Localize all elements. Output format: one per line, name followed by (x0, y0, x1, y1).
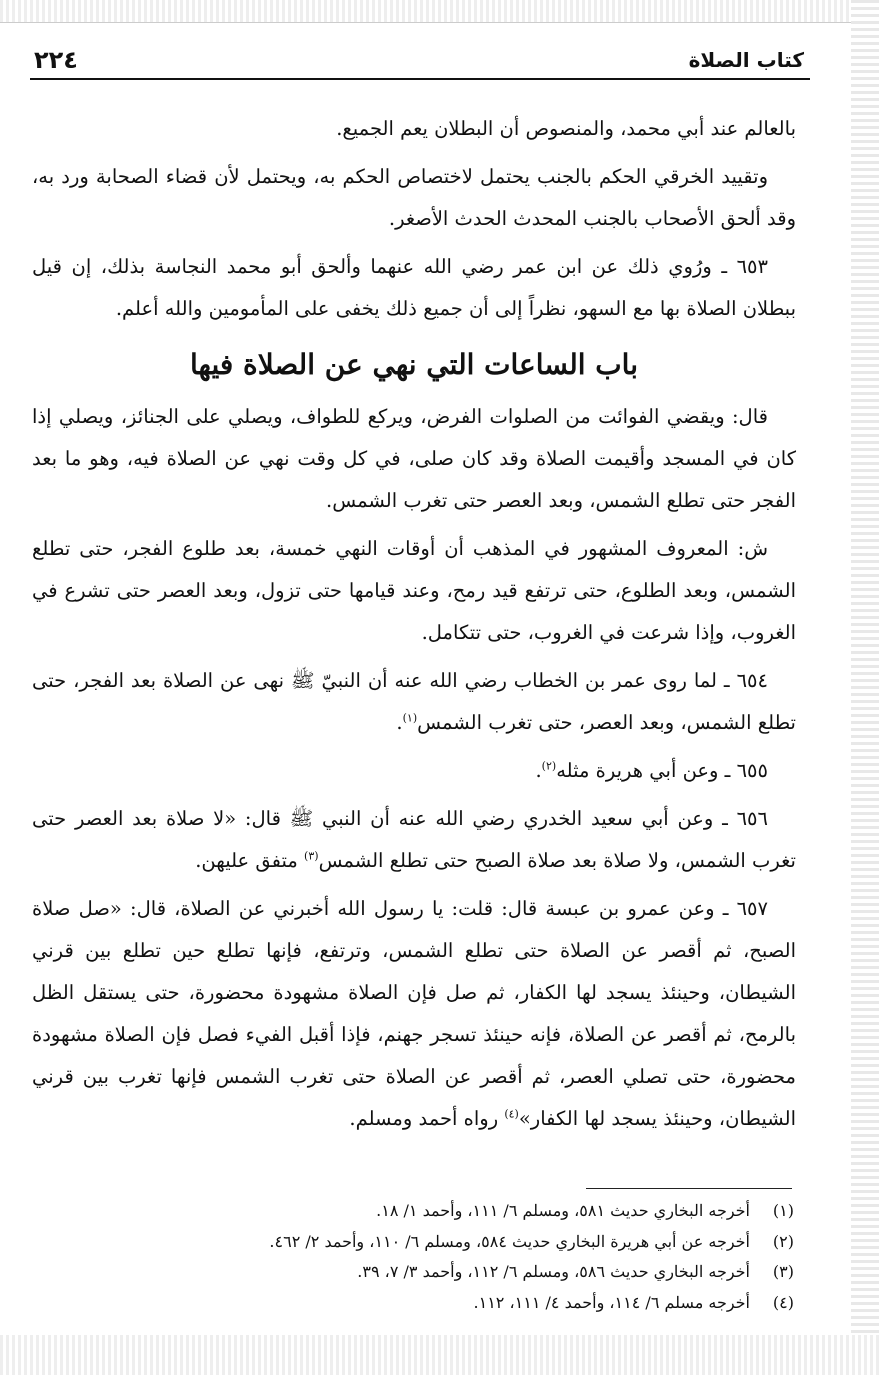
footnote-text: أخرجه عن أبي هريرة البخاري حديث ٥٨٤، ومسلم ٦/ ١١٠، وأحمد ٢/ ٤٦٢. (269, 1231, 750, 1251)
footnote-ref[interactable]: (٣) (304, 849, 319, 863)
footnote (40, 1196, 800, 1227)
paragraph: ٦٥٣ ـ ورُوي ذلك عن ابن عمر رضي الله عنهما وألحق أبو محمد النجاسة بذلك، إن قيل ببطلان الصلاة بها مع السهو، نظراً إلى أن جميع ذلك يخفى على المأمومين والله أعلم. (32, 255, 796, 320)
footnote-ref[interactable]: (٤) (504, 1107, 519, 1121)
paragraph: ش: المعروف المشهور في المذهب أن أوقات النهي خمسة، بعد طلوع الفجر، حتى تطلع الشمس، وبعد الطلوع، حتى ترتفع قيد رمح، وعند قيامها حتى تزول، وبعد العصر حتى تشرع في الغروب، وإذا شرعت في الغروب، حتى تتكامل. (32, 537, 796, 644)
paragraph: قال: ويقضي الفوائت من الصلوات الفرض، ويركع للطواف، ويصلي على الجنائز، ويصلي إذا كان في المسجد وأقيمت الصلاة وقد كان صلى، في كل وقت نهي عن الصلاة فيه، وهو ما بعد الفجر حتى تطلع الشمس، وبعد العصر حتى تغرب الشمس. (32, 405, 796, 512)
page-number: ٢٢٤ (34, 46, 78, 74)
footnote (40, 1257, 800, 1288)
footnotes (40, 1196, 800, 1318)
page-edge-ornament (851, 0, 879, 1375)
paragraph-text: ٦٥٦ ـ وعن أبي سعيد الخدري رضي الله عنه أن النبي ﷺ قال: «لا صلاة بعد العصر حتى تغرب الشمس، ولا صلاة بعد صلاة الصبح حتى تطلع الشمس (32, 807, 796, 872)
footnote-number: (٤) (772, 1292, 794, 1312)
footnote (40, 1288, 800, 1319)
paragraph (32, 750, 796, 792)
paragraph: وتقييد الخرقي الحكم بالجنب يحتمل لاختصاص الحكم به، ويحتمل لأن قضاء الصحابة ورد به، وقد ألحق الأصحاب بالجنب المحدث الحدث الأصغر. (32, 165, 796, 230)
footnote-number: (٣) (772, 1262, 794, 1281)
paragraph-text: ٦٥٤ ـ لما روى عمر بن الخطاب رضي الله عنه أن النبيّ ﷺ نهى عن الصلاة بعد الفجر، حتى تطلع الشمس، وبعد العصر، حتى تغرب الشمس (32, 669, 796, 734)
paragraph-text: ٦٥٥ ـ وعن أبي هريرة مثله (556, 759, 768, 782)
paragraph (32, 798, 796, 882)
page-top-ornament (0, 0, 879, 23)
footnote-text: أخرجه البخاري حديث ٥٨١، ومسلم ٦/ ١١١، وأحمد ١/ ١٨. (376, 1201, 750, 1220)
paragraph: بالعالم عند أبي محمد، والمنصوص أن البطلان يعم الجميع. (336, 117, 796, 140)
footnote-separator (586, 1188, 792, 1189)
paragraph-end: . (535, 759, 542, 782)
running-title: كتاب الصلاة (688, 48, 804, 72)
paragraph-end: رواه أحمد ومسلم. (349, 1107, 505, 1130)
footnote-number: (٢) (772, 1231, 794, 1251)
footnote-ref[interactable]: (٢) (541, 759, 557, 773)
paragraph (32, 660, 796, 744)
page-bottom-ornament (0, 1335, 879, 1375)
section-title: باب الساعات التي نهي عن الصلاة فيها (190, 348, 638, 381)
paragraph-end: . (396, 711, 403, 734)
page-header (30, 44, 810, 80)
footnote-text: أخرجه البخاري حديث ٥٨٦، ومسلم ٦/ ١١٢، وأحمد ٣/ ٧، ٣٩. (357, 1262, 750, 1281)
footnote-number: (١) (772, 1201, 794, 1220)
main-text (32, 108, 796, 1146)
paragraph-end: متفق عليهن. (195, 849, 305, 872)
footnote-text: أخرجه مسلم ٦/ ١١٤، وأحمد ٤/ ١١١، ١١٢. (473, 1292, 750, 1312)
paragraph-text: ٦٥٧ ـ وعن عمرو بن عبسة قال: قلت: يا رسول الله أخبرني عن الصلاة، قال: «صل صلاة الصبح، ثم أقصر عن الصلاة حتى تطلع الشمس، وترتفع، فإنها تطلع حين تطلع بين قرني الشيطان، وحينئذ يسجد لها الكفار، ثم صل فإن الصلاة مشهودة محضورة، حتى يستقل الظل بالرمح، ثم أقصر عن الصلاة، فإنه حينئذ تسجر جهنم، فإذا أقبل الفيء فصل فإن الصلاة مشهودة محضورة، حتى تصلي العصر، ثم أقصر عن الصلاة حتى تغرب الشمس فإنها تغرب بين قرني الشيطان، وحينئذ يسجد لها الكفار» (32, 897, 796, 1130)
footnote-ref[interactable]: (١) (402, 711, 418, 725)
footnote (40, 1227, 800, 1258)
paragraph (32, 888, 796, 1140)
